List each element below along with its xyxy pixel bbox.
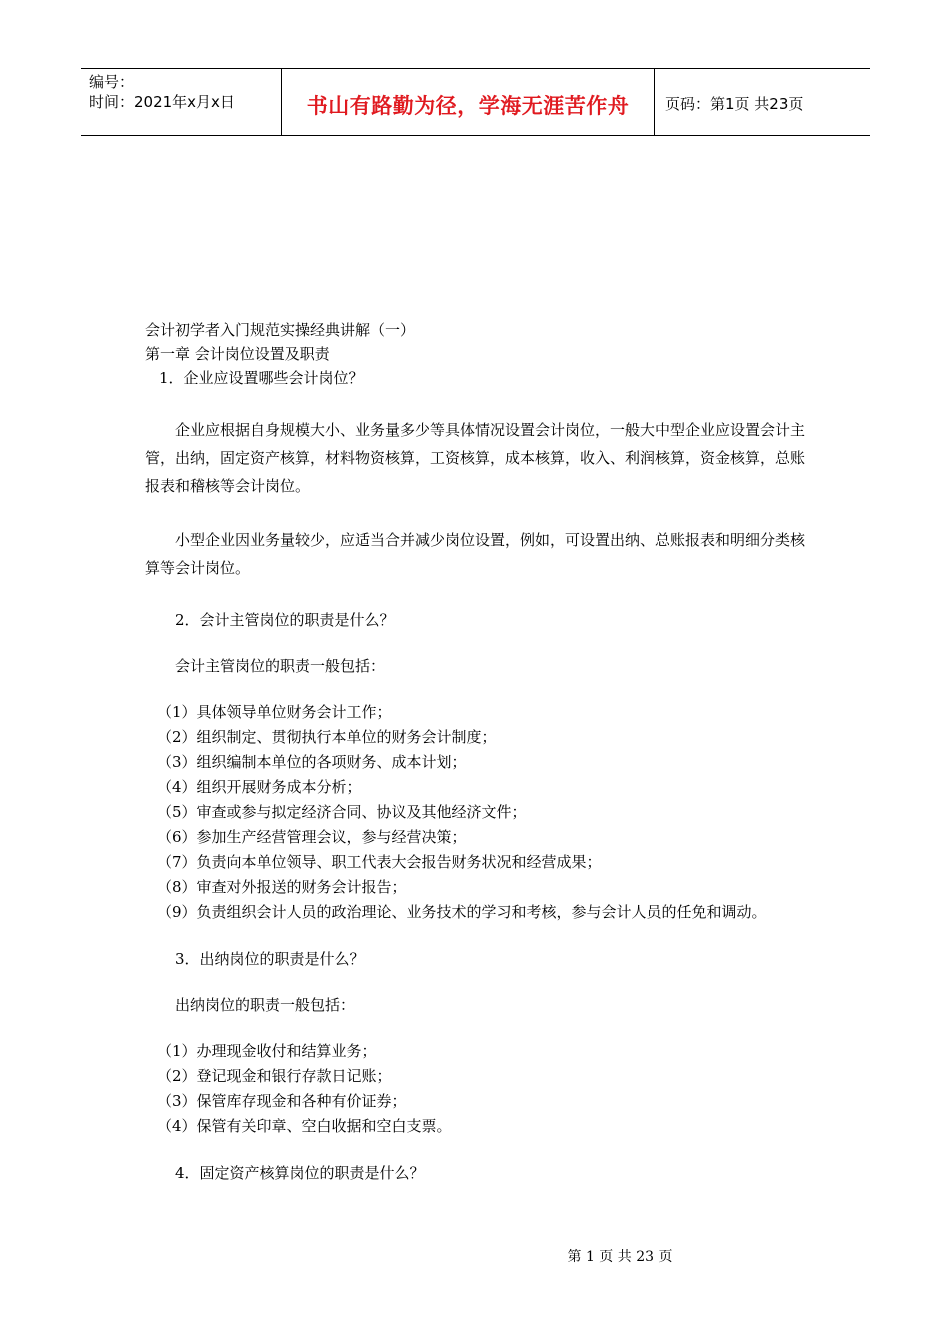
- paragraph-1: 企业应根据自身规模大小、业务量多少等具体情况设置会计岗位，一般大中型企业应设置会计主管，出纳，固定资产核算，材料物资核算，工资核算，成本核算，收入、利润核算，资金核算，总账报表和稽核等会计岗位。: [145, 421, 806, 495]
- question-3: 3．出纳岗位的职责是什么？: [175, 950, 365, 968]
- list-item: （3）保管库存现金和各种有价证券；: [157, 1092, 407, 1110]
- list-item: （5）审查或参与拟定经济合同、协议及其他经济文件；: [157, 803, 527, 821]
- header-motto-cell: [282, 69, 655, 135]
- list-item: （2）登记现金和银行存款日记账；: [157, 1067, 392, 1085]
- page-footer: [0, 1246, 950, 1266]
- list-item: （2）组织制定、贯彻执行本单位的财务会计制度；: [157, 728, 497, 746]
- cashier-duties-list: [145, 1039, 810, 1139]
- document-title: 会计初学者入门规范实操经典讲解（一）: [145, 321, 416, 339]
- paragraph-3: 会计主管岗位的职责一般包括：: [175, 657, 386, 675]
- header-page-cell: [655, 69, 870, 135]
- list-item: （3）组织编制本单位的各项财务、成本计划；: [157, 753, 467, 771]
- document-body: [145, 318, 810, 1185]
- footer-page-number: 第 1 页 共 23 页: [567, 1249, 673, 1265]
- list-item: （4）保管有关印章、空白收据和空白支票。: [157, 1117, 452, 1135]
- list-item: （1）办理现金收付和结算业务；: [157, 1042, 377, 1060]
- code-label: 编号：: [89, 73, 135, 91]
- document-header: [81, 68, 870, 136]
- list-item: （8）审查对外报送的财务会计报告；: [157, 878, 407, 896]
- list-item: （6）参加生产经营管理会议，参与经营决策；: [157, 828, 467, 846]
- list-item: （1）具体领导单位财务会计工作；: [157, 703, 392, 721]
- question-2: 2．会计主管岗位的职责是什么？: [175, 611, 395, 629]
- page-label: 页码：第1页 共23页: [665, 94, 804, 113]
- question-4: 4．固定资产核算岗位的职责是什么？: [175, 1164, 425, 1182]
- paragraph-2: 小型企业因业务量较少，应适当合并减少岗位设置，例如，可设置出纳、总账报表和明细分类核算等会计岗位。: [145, 531, 806, 577]
- list-item: （7）负责向本单位领导、职工代表大会报告财务状况和经营成果；: [157, 853, 602, 871]
- motto-text: 书山有路勤为径，学海无涯苦作舟: [306, 94, 630, 118]
- chapter-heading: 第一章 会计岗位设置及职责: [145, 345, 330, 363]
- question-1: 1．企业应设置哪些会计岗位？: [159, 369, 364, 387]
- list-item: （9）负责组织会计人员的政治理论、业务技术的学习和考核，参与会计人员的任免和调动。: [157, 903, 767, 921]
- paragraph-4: 出纳岗位的职责一般包括：: [175, 996, 356, 1014]
- supervisor-duties-list: [145, 700, 810, 925]
- header-meta-cell: [81, 69, 282, 135]
- list-item: （4）组织开展财务成本分析；: [157, 778, 362, 796]
- date-label: 时间：2021年x月x日: [89, 93, 235, 111]
